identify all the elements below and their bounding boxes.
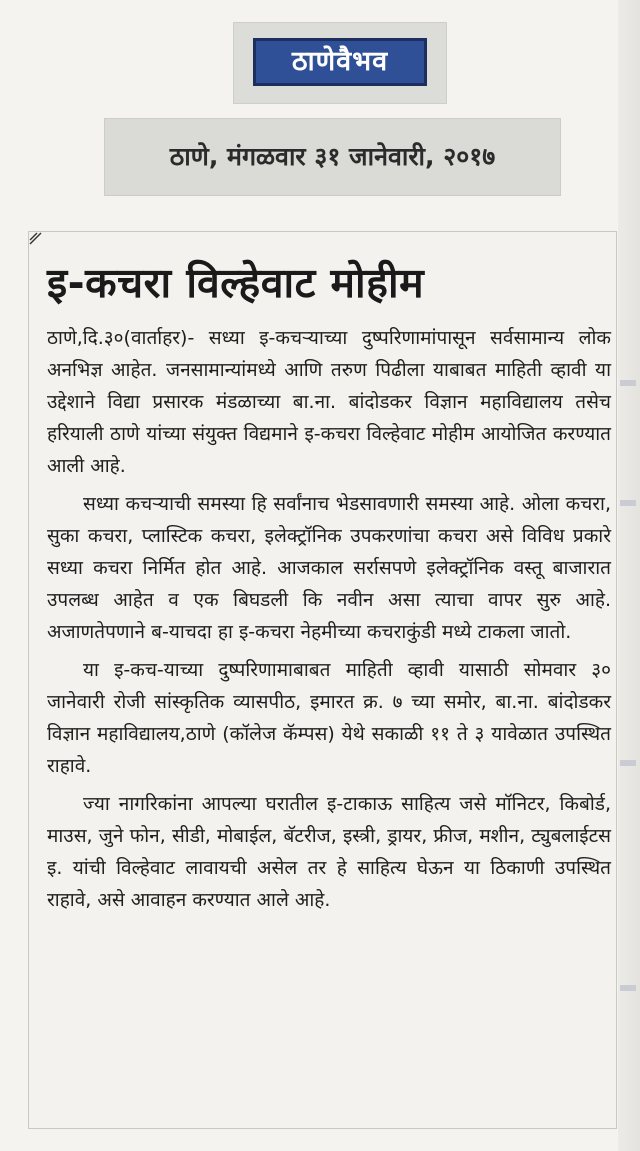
article-body: [47, 322, 611, 916]
adjacent-page-edge: [618, 0, 640, 1151]
newspaper-name: ठाणेवैभव: [253, 38, 427, 86]
masthead-panel: [233, 22, 447, 104]
clipping-corner-mark: [29, 232, 43, 246]
article-paragraph: ज्या नागरिकांना आपल्या घरातील इ-टाकाऊ साहित्य जसे मॉनिटर, किबोर्ड, माउस, जुने फोन, सीडी, मोबाईल, बॅटरीज, इस्त्री, ड्रायर, फ्रीज, मशीन, ट्युबलाईटस इ. यांची विल्हेवाट लावायची असेल तर हे साहित्य घेऊन या ठिकाणी उपस्थित राहावे, असे आवाहन करण्यात आले आहे.: [47, 793, 611, 911]
article-paragraph: या इ-कच-याच्या दुष्परिणामाबाबत माहिती व्हावी यासाठी सोमवार ३० जानेवारी रोजी सांस्कृतिक व्यासपीठ, इमारत क्र. ७ च्या समोर, बा.ना. बांदोडकर विज्ञान महाविद्यालय,ठाणे (कॉलेज कॅम्पस) येथे सकाळी ११ ते ३ यावेळात उपस्थित राहावे.: [47, 659, 611, 777]
article-paragraph: ठाणे,दि.३०(वार्ताहर)- सध्या इ-कचऱ्याच्या दुष्परिणामांपासून सर्वसामान्य लोक अनभिज्ञ आहेत. जनसामान्यांमध्ये आणि तरुण पिढीला याबाबत माहिती व्हावी या उद्देशाने विद्या प्रसारक मंडळाच्या बा.ना. बांदोडकर विज्ञान महाविद्यालय तसेच हरियाली ठाणे यांच्या संयुक्त विद्यमाने इ-कचरा विल्हेवाट मोहीम आयोजित करण्यात आली आहे.: [47, 327, 611, 477]
dateline: ठाणे, मंगळवार ३१ जानेवारी, २०१७: [104, 118, 561, 196]
article-headline: इ-कचरा विल्हेवाट मोहीम: [47, 259, 425, 307]
article-paragraph: सध्या कचऱ्याची समस्या हि सर्वांनाच भेडसावणारी समस्या आहे. ओला कचरा, सुका कचरा, प्लास्टिक कचरा, इलेक्ट्रॉनिक उपकरणांचा कचरा असे विविध प्रकारे सध्या कचरा निर्मित होत आहे. आजकाल सर्रासपणे इलेक्ट्रॉनिक वस्तू बाजारात उपलब्ध आहेत व एक बिघडली कि नवीन असा त्याचा वापर सुरु आहे. अजाणतेपणाने ब-याचदा हा इ-कचरा नेहमीच्या कचराकुंडी मध्ये टाकला जातो.: [47, 493, 611, 643]
article-clipping: [28, 231, 617, 1129]
